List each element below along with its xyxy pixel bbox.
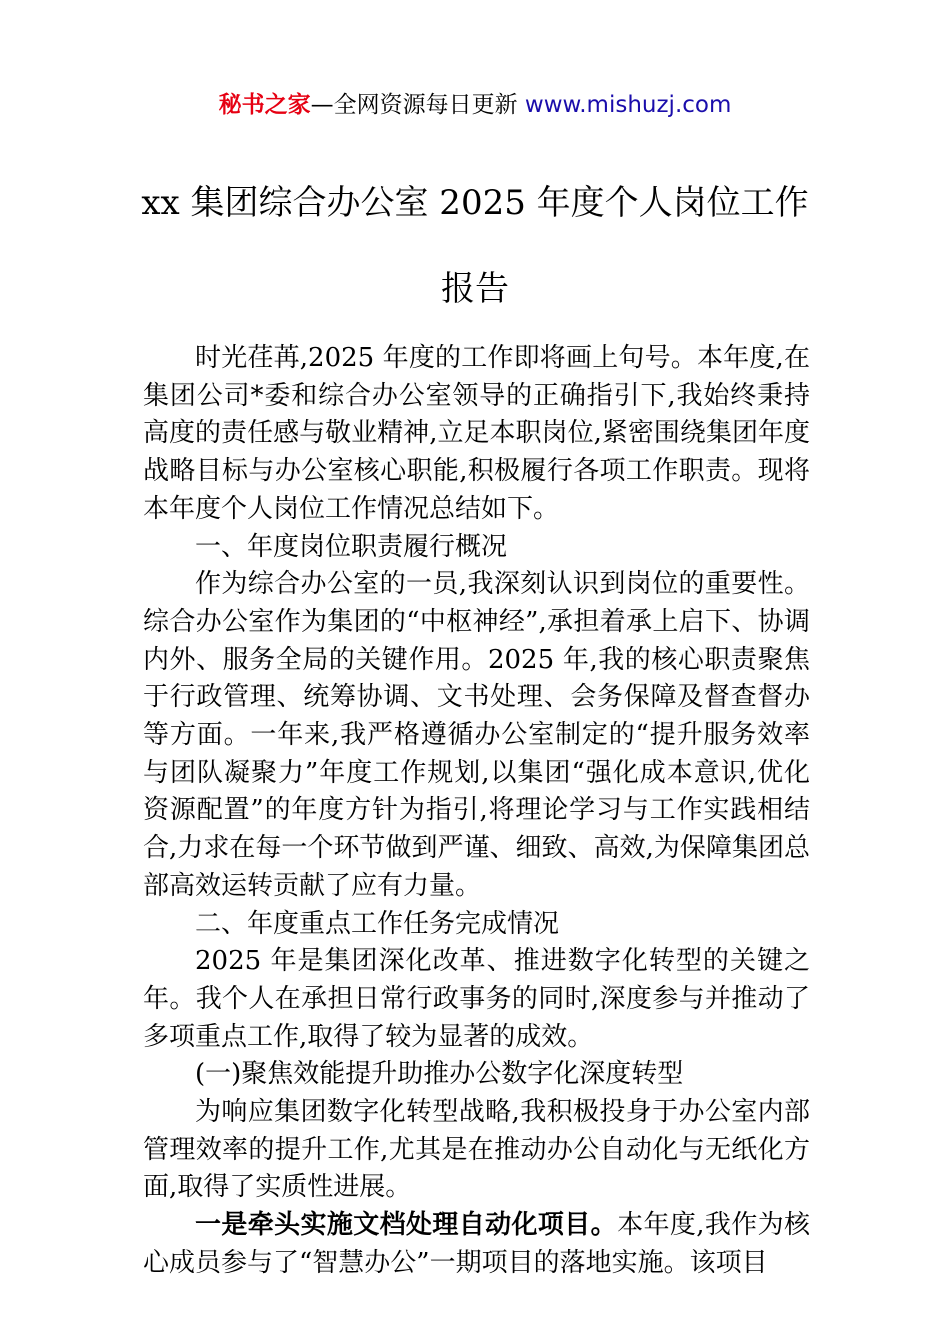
document-body [143,340,810,1283]
item-text: 本年度,我作为核心成员参与了“智慧办公”一期项目的落地实施。该项目 [143,1210,810,1278]
intro-paragraph: 时光荏苒,2025 年度的工作即将画上句号。本年度,在集团公司*委和综合办公室领导的正确指引下,我始终秉持高度的责任感与敬业精神,立足本职岗位,紧密围绕集团年度战略目标与办公室核心职能,积极履行各项工作职责。现将本年度个人岗位工作情况总结如下。 [143,343,810,524]
body-paragraph: 作为综合办公室的一员,我深刻认识到岗位的重要性。综合办公室作为集团的“中枢神经”,承担着承上启下、协调内外、服务全局的关键作用。2025 年,我的核心职责聚焦于行政管理、统筹协调、文书处理、会务保障及督查督办等方面。一年来,我严格遵循办公室制定的“提升服务效率与团队凝聚力”年度工作规划,以集团“强化成本意识,优化资源配置”的年度方针为指引,将理论学习与工作实践相结合,力求在每一个环节做到严谨、细致、高效,为保障集团总部高效运转贡献了应有力量。 [143,569,810,901]
section-heading-2: 二、年度重点工作任务完成情况 [195,908,560,939]
section-heading-1: 一、年度岗位职责履行概况 [195,531,508,562]
body-paragraph: 2025 年是集团深化改革、推进数字化转型的关键之年。我个人在承担日常行政事务的同时,深度参与并推动了多项重点工作,取得了较为显著的成效。 [143,946,810,1052]
document-title: xx 集团综合办公室 2025 年度个人岗位工作报告 [141,183,809,309]
site-tagline: —全网资源每日更新 [310,92,518,118]
site-url-link[interactable]: www.mishuzj.com [524,92,732,118]
body-paragraph: 为响应集团数字化转型战略,我积极投身于办公室内部管理效率的提升工作,尤其是在推动办公自动化与无纸化方面,取得了实质性进展。 [143,1097,810,1203]
item-bold-lead: 一是牵头实施文档处理自动化项目。 [195,1210,618,1241]
item-paragraph [143,1207,810,1282]
site-header [0,88,950,122]
site-brand: 秘书之家 [218,92,311,118]
subsection-heading-1: (一)聚焦效能提升助推办公数字化深度转型 [195,1059,684,1090]
